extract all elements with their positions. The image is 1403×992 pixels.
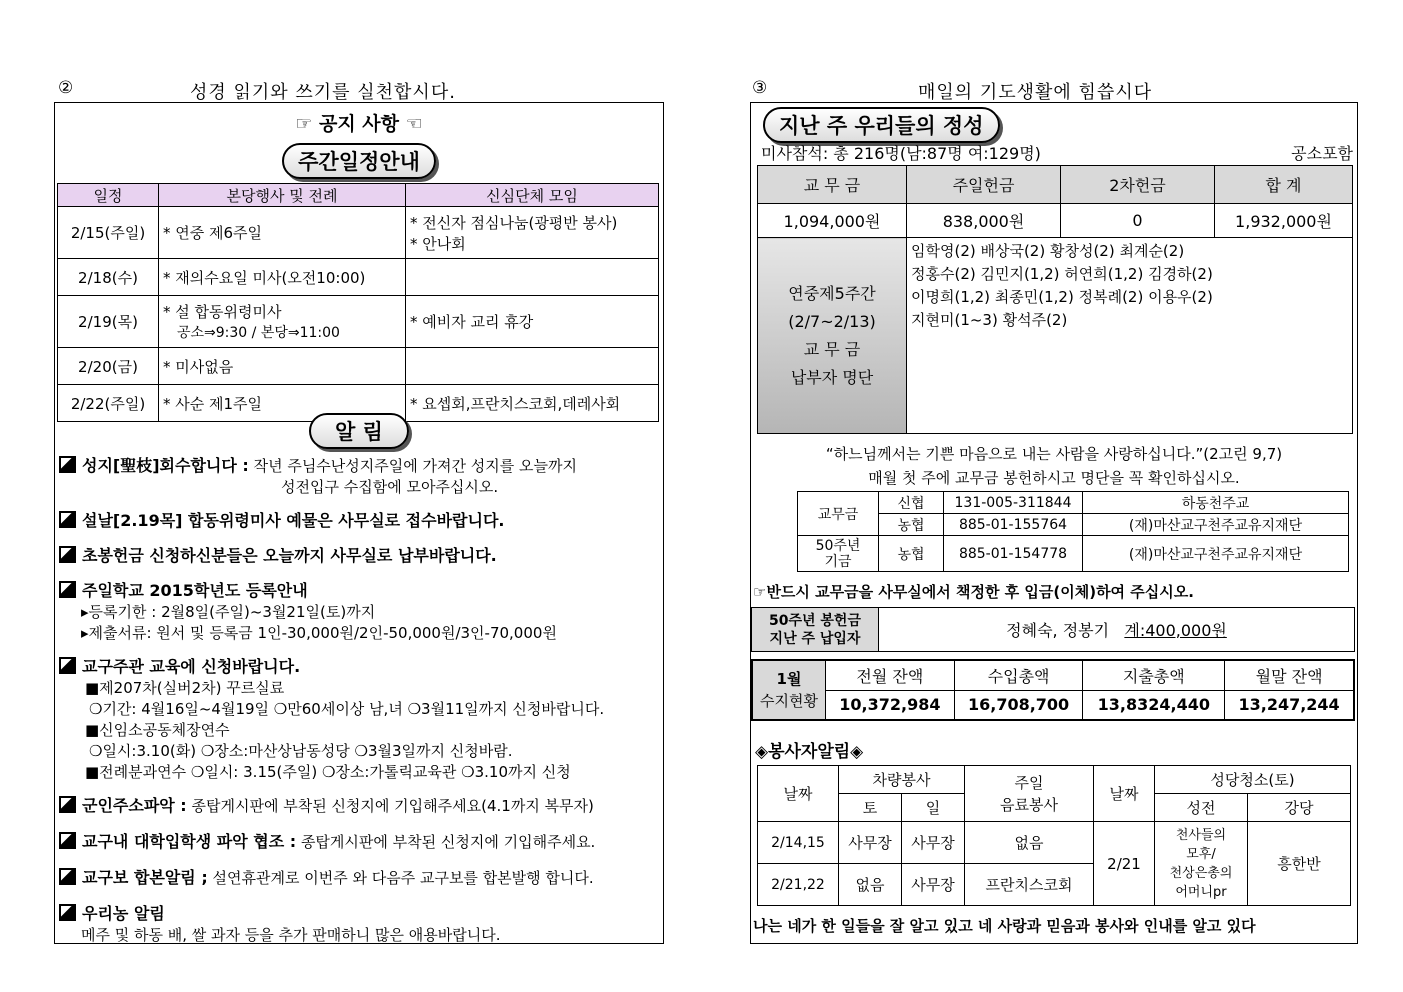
- schedule-header: 신심단체 모임: [406, 184, 659, 207]
- schedule-event: * 재의수요일 미사(오전10:00): [159, 259, 406, 296]
- vol-header-line: 주일: [1014, 773, 1044, 792]
- schedule-event: * 미사없음: [159, 348, 406, 385]
- donor-line: 정홍수(2) 김민지(1,2) 허연희(1,2) 김경하(2): [911, 265, 1213, 283]
- donor-label: [758, 238, 907, 434]
- vol-header: 토: [839, 794, 902, 822]
- schedule-header: 일정: [58, 184, 159, 207]
- monthly-label: [752, 660, 826, 720]
- page-number-left: ②: [58, 78, 74, 98]
- notice-title-text: 교구보 합본알림 ;: [82, 868, 208, 887]
- account-label-line: 기금: [824, 553, 852, 570]
- fund50-label-line: 지난 주 납입자: [769, 630, 861, 647]
- notice-text: 성전입구 수집함에 모아주십시오.: [281, 478, 499, 496]
- vol-header: 성전: [1155, 794, 1248, 822]
- donor-list: [907, 238, 1353, 434]
- vol-clean-line: 어머니pr: [1175, 884, 1227, 900]
- notice-item: [59, 795, 659, 817]
- monthly-value: 16,708,700: [954, 690, 1083, 720]
- offering-table: [757, 165, 1353, 434]
- monthly-header: 월말 잔액: [1225, 660, 1354, 690]
- schedule-group: * 전신자 점심나눔(광평반 봉사): [410, 213, 618, 232]
- account-number: 885-01-154778: [944, 536, 1083, 572]
- notice-title-text: 설날[2.19목] 합동위령미사 예물은 사무실로 접수바랍니다.: [82, 511, 505, 530]
- schedule-date: 2/15(주일): [58, 207, 159, 259]
- notice-title-text: 군인주소파악 :: [82, 796, 187, 815]
- offering-header: 교 무 금: [758, 166, 907, 204]
- notice-list: [59, 455, 659, 946]
- bank-name: 농협: [879, 514, 944, 536]
- offering-value: 1,094,000원: [758, 204, 907, 238]
- vol-clean-line: 천사들의: [1175, 827, 1227, 843]
- offering-header: 합 계: [1215, 166, 1353, 204]
- right-frame: [750, 102, 1358, 944]
- monthly-header: 수입총액: [954, 660, 1083, 690]
- vol-clean-line: 모후/: [1186, 846, 1216, 862]
- page-header-left: 성경 읽기와 쓰기를 실천합시다.: [190, 82, 456, 103]
- square-bullet-icon: [59, 456, 76, 473]
- bottom-verse: 나는 네가 한 일들을 잘 알고 있고 네 사랑과 믿음과 봉사와 인내를 알고 있다: [753, 917, 1256, 935]
- quote-note: 매월 첫 주에 교무금 봉헌하시고 명단을 꼭 확인하십시오.: [868, 469, 1240, 487]
- notice-item: [59, 867, 659, 889]
- account-holder: (재)마산교구천주교유지재단: [1083, 536, 1349, 572]
- notice-text: ▸제출서류: 원서 및 등록금 1인-30,000원/2인-50,000원/3인-70,000원: [81, 624, 557, 642]
- vol-header: 날짜: [1094, 766, 1155, 822]
- table-row: [58, 259, 659, 296]
- square-bullet-icon: [59, 511, 76, 528]
- schedule-date: 2/20(금): [58, 348, 159, 385]
- schedule-event-detail: 공소⇒9:30 / 본당⇒11:00: [177, 325, 340, 341]
- notice-text: 설연휴관계로 이번주 와 다음주 교구보를 합본발행 합니다.: [212, 869, 594, 887]
- schedule-date: 2/18(수): [58, 259, 159, 296]
- vol-clean-a: [1155, 822, 1248, 906]
- notice-title-text: 성지[聖枝]회수합니다 :: [82, 456, 249, 475]
- attendance-note: 공소포함: [1291, 144, 1353, 163]
- attendance: 미사참석: 총 216명(남:87명 여:129명): [761, 144, 1041, 163]
- vol-date: 2/14,15: [758, 822, 839, 864]
- schedule-group: * 요셉회,프란치스코회,데레사회: [406, 385, 659, 422]
- schedule-event: * 연중 제6주일: [159, 207, 406, 259]
- schedule-date: 2/19(목): [58, 296, 159, 348]
- account-number: 885-01-155764: [944, 514, 1083, 536]
- notice-text: ■신임소공동체장연수: [85, 721, 230, 739]
- vol-drink: 프란치스코회: [965, 864, 1094, 906]
- fund50-info: [879, 608, 1355, 652]
- offering-value: 0: [1061, 204, 1215, 238]
- fund50-table: [751, 607, 1355, 652]
- vol-header: 강당: [1248, 794, 1351, 822]
- notice-text: ❍기간: 4월16일~4월19일 ❍만60세이상 남,녀 ❍3월11일까지 신청바랍니다.: [89, 700, 605, 718]
- vol-car-sat: 없음: [839, 864, 902, 906]
- notice-text: ■전례분과연수 ❍일시: 3.15(주일) ❍장소:가톨릭교육관 ❍3.10까지 신청: [85, 763, 571, 781]
- account-label: [798, 536, 879, 572]
- table-row: [58, 207, 659, 259]
- square-bullet-icon: [59, 546, 76, 563]
- schedule-table: [57, 183, 659, 422]
- vol-car-sun: 사무장: [902, 864, 965, 906]
- notice-text: ■제207차(실버2차) 꾸르실료: [85, 679, 285, 697]
- vol-date2: 2/21: [1094, 822, 1155, 906]
- bank-name: 농협: [879, 536, 944, 572]
- square-bullet-icon: [59, 868, 76, 885]
- alarm-pill: 알 림: [309, 413, 409, 449]
- fund50-label: [752, 608, 879, 652]
- donor-label-line: (2/7~2/13): [788, 311, 876, 331]
- notice-title-text: 초봉헌금 신청하신분들은 오늘까지 사무실로 납부바랍니다.: [82, 546, 497, 565]
- account-number: 131-005-311844: [944, 492, 1083, 514]
- vol-clean-line: 천상은총의: [1169, 865, 1233, 881]
- vol-car-sat: 사무장: [839, 822, 902, 864]
- notice-title-text: 주일학교 2015학년도 등록안내: [82, 581, 308, 600]
- schedule-event: * 설 합동위령미사: [163, 303, 282, 321]
- vol-header: 성당청소(토): [1155, 766, 1351, 794]
- notice-item: [59, 831, 659, 853]
- account-holder: (재)마산교구천주교유지재단: [1083, 514, 1349, 536]
- donor-label-line: 교 무 금: [803, 339, 861, 359]
- vol-drink: 없음: [965, 822, 1094, 864]
- notice-title-text: 교구주관 교육에 신청바랍니다.: [82, 657, 301, 676]
- schedule-group: * 예비자 교리 휴강: [406, 296, 659, 348]
- bank-name: 신협: [879, 492, 944, 514]
- account-label: 교무금: [798, 492, 879, 536]
- vol-header: 일: [902, 794, 965, 822]
- notice-text: ❍일시:3.10(화) ❍장소:마산상남동성당 ❍3월3일까지 신청바람.: [89, 742, 513, 760]
- square-bullet-icon: [59, 581, 76, 598]
- donor-label-line: 연중제5주간: [788, 283, 876, 303]
- donor-label-line: 납부자 명단: [790, 367, 874, 387]
- notice-text: 종탑게시판에 부착된 신청지에 기입해주세요(4.1까지 복무자): [191, 797, 594, 815]
- page-number-right: ③: [752, 78, 768, 98]
- volunteer-title: ◈봉사자알림◈: [755, 742, 864, 762]
- fund50-label-line: 50주년 봉헌금: [769, 612, 861, 629]
- vol-car-sun: 사무장: [902, 822, 965, 864]
- donor-line: 지현미(1~3) 황석주(2): [911, 311, 1068, 329]
- table-row: [58, 296, 659, 348]
- square-bullet-icon: [59, 796, 76, 813]
- volunteer-table: [757, 765, 1351, 906]
- account-holder: 하동천주교: [1083, 492, 1349, 514]
- notice-text: 메주 및 하동 배, 쌀 과자 등을 추가 판매하니 많은 애용바랍니다.: [81, 926, 501, 944]
- schedule-header: 본당행사 및 전례: [159, 184, 406, 207]
- square-bullet-icon: [59, 904, 76, 921]
- monthly-label-line: 1월: [776, 670, 802, 688]
- donor-line: 이명희(1,2) 최종민(1,2) 정복례(2) 이용우(2): [911, 288, 1213, 306]
- offering-header: 주일헌금: [907, 166, 1061, 204]
- fund50-names: 정혜숙, 정봉기: [1006, 621, 1110, 640]
- monthly-label-line: 수지현황: [760, 692, 818, 710]
- offering-value: 838,000원: [907, 204, 1061, 238]
- notice-title-text: 교구내 대학입학생 파악 협조 :: [82, 832, 297, 851]
- notice-item: [59, 656, 659, 678]
- account-label-line: 50주년: [815, 537, 861, 554]
- notice-text: 작년 주님수난성지주일에 가져간 성지를 오늘까지: [253, 457, 577, 475]
- notice-item: [59, 580, 659, 602]
- vol-header: 날짜: [758, 766, 839, 822]
- vol-header: 차량봉사: [839, 766, 965, 794]
- notice-item: [59, 903, 659, 925]
- notice-item: [59, 545, 659, 567]
- square-bullet-icon: [59, 657, 76, 674]
- vol-clean-b: 흥한반: [1248, 822, 1351, 906]
- vol-header-line: 음료봉사: [1000, 795, 1058, 814]
- schedule-pill: 주간일정안내: [282, 143, 436, 179]
- monthly-value: 13,8324,440: [1083, 690, 1225, 720]
- notice-text: ▸등록기한 : 2월8일(주일)~3월21일(토)까지: [81, 603, 376, 621]
- notice-text: 종탑게시판에 부착된 신청지에 기입해주세요.: [300, 833, 596, 851]
- monthly-header: 지출총액: [1083, 660, 1225, 690]
- offering-pill: 지난 주 우리들의 정성: [763, 107, 1000, 143]
- donor-line: 임학영(2) 배상국(2) 황창성(2) 최계순(2): [911, 242, 1185, 260]
- offering-value: 1,932,000원: [1215, 204, 1353, 238]
- notice-title-text: 우리농 알림: [82, 904, 165, 923]
- schedule-event: * 사순 제1주일: [159, 385, 406, 422]
- account-table: [797, 491, 1349, 572]
- square-bullet-icon: [59, 832, 76, 849]
- left-frame: [54, 102, 664, 944]
- monthly-header: 전월 잔액: [826, 660, 955, 690]
- notice-item: [59, 455, 659, 477]
- notice-item: [59, 510, 659, 532]
- offering-header: 2차헌금: [1061, 166, 1215, 204]
- monthly-value: 13,247,244: [1225, 690, 1354, 720]
- page-header-right: 매일의 기도생활에 힘씁시다: [918, 82, 1153, 103]
- schedule-group: * 안나회: [410, 234, 466, 253]
- vol-header: [965, 766, 1094, 822]
- notice-title: ☞ 공지 사항 ☜: [295, 113, 423, 135]
- fund50-total: 계:400,000원: [1124, 621, 1227, 640]
- table-row: [58, 348, 659, 385]
- quote: “하느님께서는 기쁜 마음으로 내는 사람을 사랑하십니다.”(2고린 9,7): [825, 445, 1283, 463]
- monthly-value: 10,372,984: [826, 690, 955, 720]
- vol-date: 2/21,22: [758, 864, 839, 906]
- monthly-table: [751, 659, 1355, 721]
- payment-warning: ☞반드시 교무금을 사무실에서 책정한 후 입금(이체)하여 주십시오.: [753, 583, 1194, 601]
- schedule-date: 2/22(주일): [58, 385, 159, 422]
